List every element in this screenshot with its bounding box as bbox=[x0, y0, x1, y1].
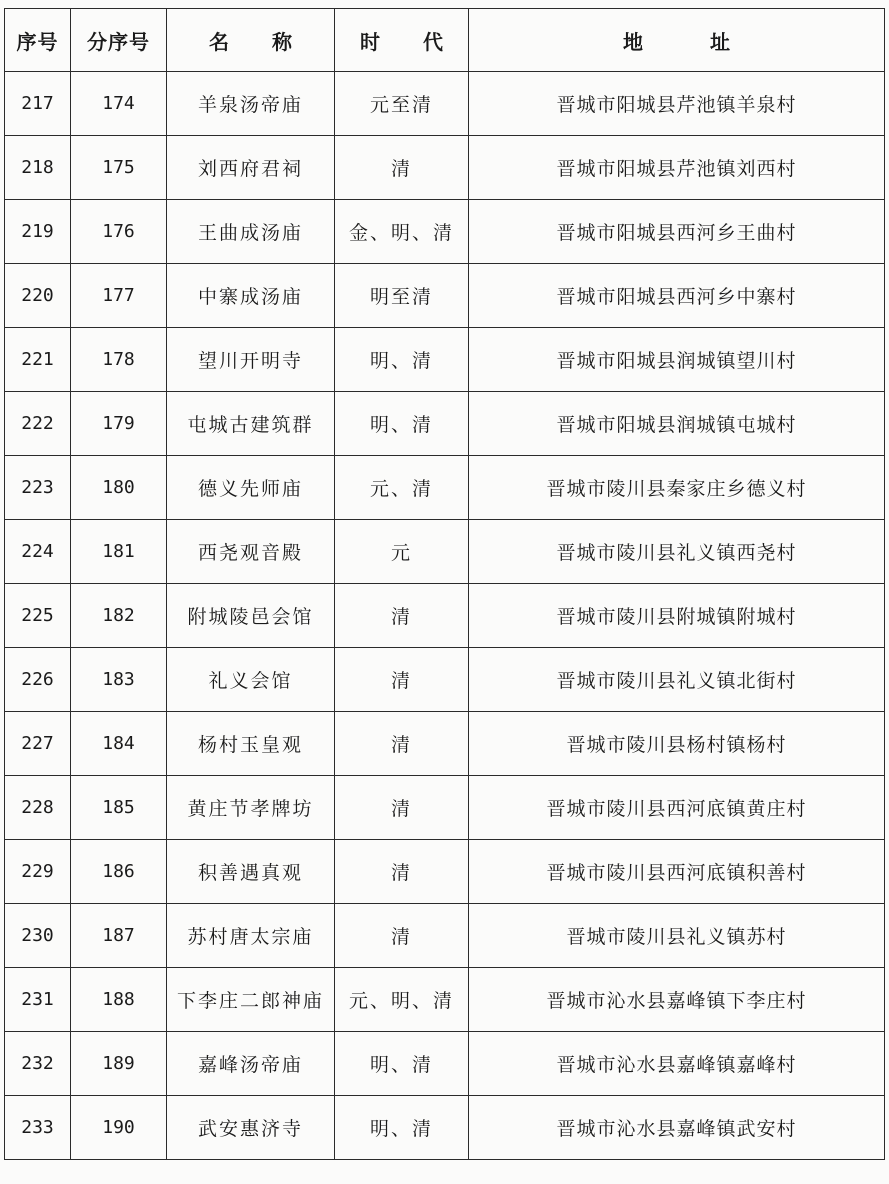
cell-address: 晋城市陵川县附城镇附城村 bbox=[469, 584, 885, 648]
cell-name: 羊泉汤帝庙 bbox=[167, 72, 335, 136]
header-sub-index: 分序号 bbox=[71, 9, 167, 72]
cell-address: 晋城市陵川县礼义镇西尧村 bbox=[469, 520, 885, 584]
cell-index: 233 bbox=[5, 1096, 71, 1160]
cell-name: 杨村玉皇观 bbox=[167, 712, 335, 776]
cell-era: 清 bbox=[335, 712, 469, 776]
cell-name: 屯城古建筑群 bbox=[167, 392, 335, 456]
table-row bbox=[5, 712, 885, 776]
cell-address: 晋城市阳城县润城镇屯城村 bbox=[469, 392, 885, 456]
cell-sub-index: 185 bbox=[71, 776, 167, 840]
table-row bbox=[5, 136, 885, 200]
cell-address: 晋城市陵川县西河底镇积善村 bbox=[469, 840, 885, 904]
cell-index: 224 bbox=[5, 520, 71, 584]
table-header bbox=[5, 9, 885, 72]
cell-era: 金、明、清 bbox=[335, 200, 469, 264]
cell-era: 清 bbox=[335, 840, 469, 904]
cell-index: 232 bbox=[5, 1032, 71, 1096]
cell-name: 中寨成汤庙 bbox=[167, 264, 335, 328]
header-name: 名 称 bbox=[167, 9, 335, 72]
cell-era: 元至清 bbox=[335, 72, 469, 136]
cell-index: 222 bbox=[5, 392, 71, 456]
cell-era: 明、清 bbox=[335, 328, 469, 392]
cell-sub-index: 189 bbox=[71, 1032, 167, 1096]
cell-index: 231 bbox=[5, 968, 71, 1032]
cell-address: 晋城市陵川县礼义镇北街村 bbox=[469, 648, 885, 712]
cell-address: 晋城市阳城县西河乡中寨村 bbox=[469, 264, 885, 328]
cell-name: 附城陵邑会馆 bbox=[167, 584, 335, 648]
cell-name: 王曲成汤庙 bbox=[167, 200, 335, 264]
header-index: 序号 bbox=[5, 9, 71, 72]
cell-sub-index: 187 bbox=[71, 904, 167, 968]
cell-sub-index: 180 bbox=[71, 456, 167, 520]
header-era: 时 代 bbox=[335, 9, 469, 72]
cell-sub-index: 186 bbox=[71, 840, 167, 904]
cell-era: 元、清 bbox=[335, 456, 469, 520]
cell-era: 清 bbox=[335, 776, 469, 840]
cell-era: 清 bbox=[335, 584, 469, 648]
cell-address: 晋城市沁水县嘉峰镇下李庄村 bbox=[469, 968, 885, 1032]
cell-name: 下李庄二郎神庙 bbox=[167, 968, 335, 1032]
heritage-sites-table bbox=[4, 8, 885, 1160]
cell-sub-index: 175 bbox=[71, 136, 167, 200]
cell-sub-index: 183 bbox=[71, 648, 167, 712]
cell-address: 晋城市阳城县芹池镇羊泉村 bbox=[469, 72, 885, 136]
table-row bbox=[5, 648, 885, 712]
table-row bbox=[5, 1096, 885, 1160]
cell-era: 清 bbox=[335, 136, 469, 200]
cell-index: 228 bbox=[5, 776, 71, 840]
cell-sub-index: 176 bbox=[71, 200, 167, 264]
cell-address: 晋城市沁水县嘉峰镇武安村 bbox=[469, 1096, 885, 1160]
cell-name: 德义先师庙 bbox=[167, 456, 335, 520]
cell-address: 晋城市陵川县杨村镇杨村 bbox=[469, 712, 885, 776]
cell-name: 西尧观音殿 bbox=[167, 520, 335, 584]
table-row bbox=[5, 200, 885, 264]
cell-address: 晋城市陵川县礼义镇苏村 bbox=[469, 904, 885, 968]
cell-era: 元、明、清 bbox=[335, 968, 469, 1032]
table-row bbox=[5, 968, 885, 1032]
cell-name: 望川开明寺 bbox=[167, 328, 335, 392]
cell-era: 明、清 bbox=[335, 392, 469, 456]
table-row bbox=[5, 520, 885, 584]
cell-address: 晋城市阳城县芹池镇刘西村 bbox=[469, 136, 885, 200]
cell-index: 221 bbox=[5, 328, 71, 392]
cell-name: 礼义会馆 bbox=[167, 648, 335, 712]
cell-era: 清 bbox=[335, 648, 469, 712]
cell-index: 230 bbox=[5, 904, 71, 968]
table-row bbox=[5, 72, 885, 136]
header-address: 地 址 bbox=[469, 9, 885, 72]
table-row bbox=[5, 328, 885, 392]
cell-address: 晋城市阳城县西河乡王曲村 bbox=[469, 200, 885, 264]
cell-era: 元 bbox=[335, 520, 469, 584]
cell-sub-index: 188 bbox=[71, 968, 167, 1032]
cell-index: 229 bbox=[5, 840, 71, 904]
table-row bbox=[5, 392, 885, 456]
cell-sub-index: 182 bbox=[71, 584, 167, 648]
cell-era: 明至清 bbox=[335, 264, 469, 328]
header-row bbox=[5, 9, 885, 72]
cell-address: 晋城市沁水县嘉峰镇嘉峰村 bbox=[469, 1032, 885, 1096]
cell-address: 晋城市陵川县西河底镇黄庄村 bbox=[469, 776, 885, 840]
cell-name: 积善遇真观 bbox=[167, 840, 335, 904]
table-body bbox=[5, 72, 885, 1160]
cell-era: 明、清 bbox=[335, 1096, 469, 1160]
cell-name: 武安惠济寺 bbox=[167, 1096, 335, 1160]
table-row bbox=[5, 776, 885, 840]
table-row bbox=[5, 840, 885, 904]
table-row bbox=[5, 584, 885, 648]
cell-name: 刘西府君祠 bbox=[167, 136, 335, 200]
cell-sub-index: 181 bbox=[71, 520, 167, 584]
document-page bbox=[4, 8, 884, 1178]
cell-sub-index: 179 bbox=[71, 392, 167, 456]
cell-index: 217 bbox=[5, 72, 71, 136]
cell-era: 清 bbox=[335, 904, 469, 968]
cell-index: 227 bbox=[5, 712, 71, 776]
cell-name: 黄庄节孝牌坊 bbox=[167, 776, 335, 840]
table-row bbox=[5, 264, 885, 328]
cell-era: 明、清 bbox=[335, 1032, 469, 1096]
cell-sub-index: 190 bbox=[71, 1096, 167, 1160]
cell-sub-index: 174 bbox=[71, 72, 167, 136]
cell-sub-index: 178 bbox=[71, 328, 167, 392]
cell-index: 223 bbox=[5, 456, 71, 520]
cell-index: 220 bbox=[5, 264, 71, 328]
cell-address: 晋城市陵川县秦家庄乡德义村 bbox=[469, 456, 885, 520]
table-row bbox=[5, 904, 885, 968]
cell-index: 219 bbox=[5, 200, 71, 264]
cell-sub-index: 184 bbox=[71, 712, 167, 776]
table-row bbox=[5, 456, 885, 520]
cell-index: 218 bbox=[5, 136, 71, 200]
table-row bbox=[5, 1032, 885, 1096]
cell-sub-index: 177 bbox=[71, 264, 167, 328]
cell-index: 226 bbox=[5, 648, 71, 712]
cell-name: 嘉峰汤帝庙 bbox=[167, 1032, 335, 1096]
cell-address: 晋城市阳城县润城镇望川村 bbox=[469, 328, 885, 392]
cell-name: 苏村唐太宗庙 bbox=[167, 904, 335, 968]
cell-index: 225 bbox=[5, 584, 71, 648]
